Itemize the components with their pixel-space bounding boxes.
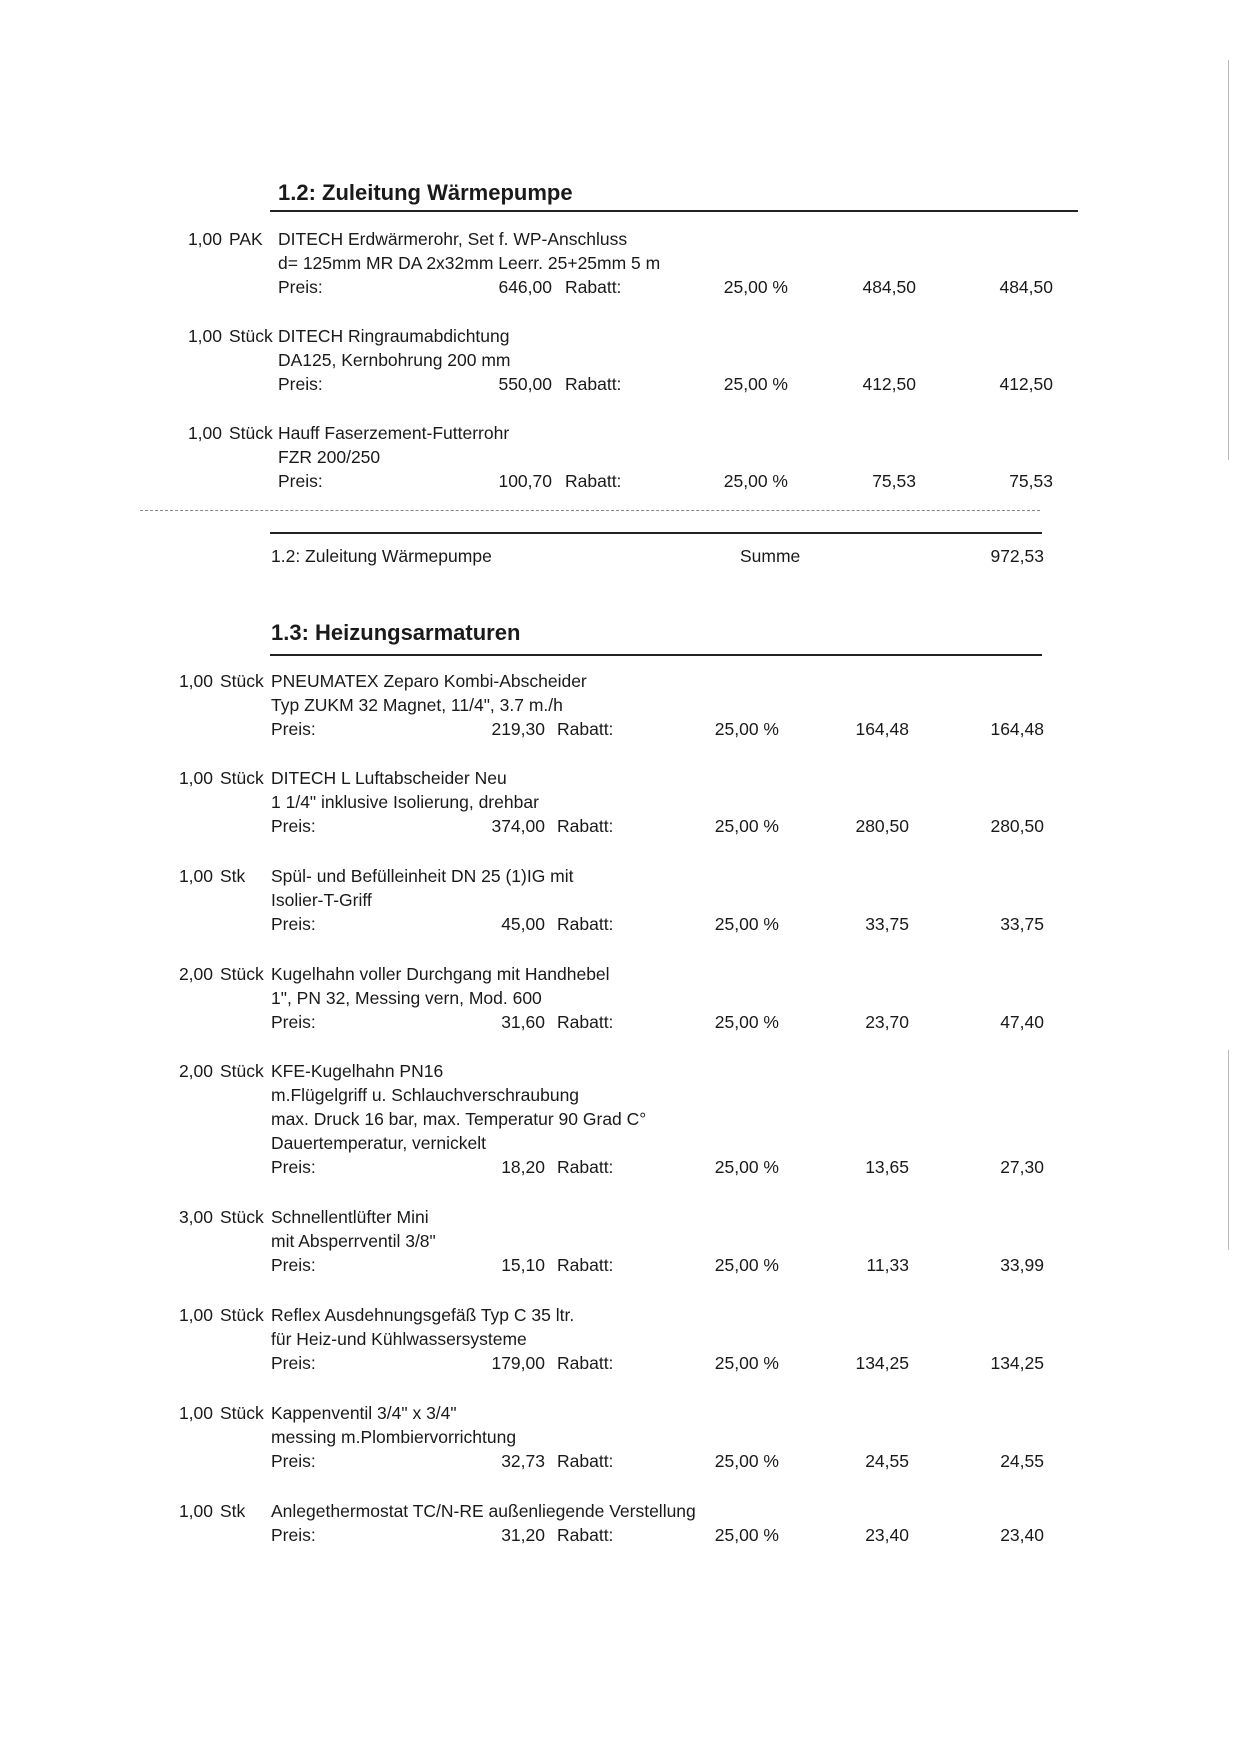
discount-percent: 25,00 %	[714, 914, 779, 934]
item-quantity: 1,00	[178, 1501, 213, 1521]
item-quantity: 1,00	[178, 866, 213, 886]
item-unit: Stück	[220, 1305, 264, 1325]
discount-label: Rabatt:	[557, 719, 614, 739]
item-unit: Stk	[220, 866, 246, 886]
net-price: 33,75	[865, 914, 909, 934]
line-total: 33,99	[1000, 1255, 1044, 1275]
discount-percent: 25,00 %	[723, 277, 788, 297]
net-price: 23,40	[865, 1525, 909, 1545]
item-quantity: 1,00	[187, 423, 222, 443]
item-description-line: DITECH Erdwärmerohr, Set f. WP-Anschluss	[278, 229, 628, 249]
discount-percent: 25,00 %	[714, 1012, 779, 1032]
net-price: 412,50	[862, 374, 916, 394]
price-label: Preis:	[271, 1012, 316, 1032]
item-description-line: mit Absperrventil 3/8"	[271, 1231, 436, 1251]
discount-label: Rabatt:	[557, 816, 614, 836]
item-unit: Stück	[229, 326, 273, 346]
line-total: 27,30	[1000, 1157, 1044, 1177]
item-description-line: 1 1/4" inklusive Isolierung, drehbar	[271, 792, 539, 812]
line-total: 164,48	[990, 719, 1044, 739]
item-quantity: 3,00	[178, 1207, 213, 1227]
item-description-line: max. Druck 16 bar, max. Temperatur 90 Grad C°	[271, 1109, 647, 1129]
line-total: 75,53	[1009, 471, 1053, 491]
item-description-line: messing m.Plombiervorrichtung	[271, 1427, 517, 1447]
line-total: 134,25	[990, 1353, 1044, 1373]
discount-percent: 25,00 %	[723, 471, 788, 491]
item-description-line: 1", PN 32, Messing vern, Mod. 600	[271, 988, 542, 1008]
item-description-line: Kugelhahn voller Durchgang mit Handhebel	[271, 964, 610, 984]
section-rule	[270, 210, 1078, 212]
item-description-line: Spül- und Befülleinheit DN 25 (1)IG mit	[271, 866, 574, 886]
line-total: 412,50	[999, 374, 1053, 394]
unit-price: 18,20	[501, 1157, 545, 1177]
item-quantity: 2,00	[178, 1061, 213, 1081]
price-label: Preis:	[278, 374, 323, 394]
item-unit: PAK	[229, 229, 263, 249]
item-quantity: 1,00	[178, 671, 213, 691]
item-description-line: Isolier-T-Griff	[271, 890, 372, 910]
section-rule	[270, 654, 1042, 656]
unit-price: 219,30	[491, 719, 545, 739]
item-unit: Stück	[220, 964, 264, 984]
discount-label: Rabatt:	[557, 914, 614, 934]
scan-edge-mark	[1228, 1050, 1229, 1250]
discount-label: Rabatt:	[565, 374, 622, 394]
unit-price: 179,00	[491, 1353, 545, 1373]
price-label: Preis:	[278, 471, 323, 491]
subtotal-sum: 972,53	[990, 546, 1044, 566]
discount-label: Rabatt:	[557, 1012, 614, 1032]
item-description-line: m.Flügelgriff u. Schlauchverschraubung	[271, 1085, 580, 1105]
unit-price: 374,00	[491, 816, 545, 836]
discount-label: Rabatt:	[565, 277, 622, 297]
discount-percent: 25,00 %	[714, 816, 779, 836]
net-price: 24,55	[865, 1451, 909, 1471]
discount-percent: 25,00 %	[723, 374, 788, 394]
item-unit: Stück	[220, 768, 264, 788]
subtotal-dotted-rule	[140, 510, 1040, 511]
line-total: 280,50	[990, 816, 1044, 836]
net-price: 23,70	[865, 1012, 909, 1032]
discount-percent: 25,00 %	[714, 719, 779, 739]
price-label: Preis:	[278, 277, 323, 297]
item-unit: Stück	[220, 1061, 264, 1081]
item-unit: Stück	[220, 1207, 264, 1227]
section-title: 1.2: Zuleitung Wärmepumpe	[278, 180, 573, 205]
item-quantity: 2,00	[178, 964, 213, 984]
item-description-line: PNEUMATEX Zeparo Kombi-Abscheider	[271, 671, 587, 691]
discount-label: Rabatt:	[565, 471, 622, 491]
item-description-line: Typ ZUKM 32 Magnet, 11/4", 3.7 m./h	[271, 695, 563, 715]
line-total: 47,40	[1000, 1012, 1044, 1032]
price-label: Preis:	[271, 1157, 316, 1177]
discount-label: Rabatt:	[557, 1525, 614, 1545]
discount-percent: 25,00 %	[714, 1353, 779, 1373]
line-total: 24,55	[1000, 1451, 1044, 1471]
line-total: 33,75	[1000, 914, 1044, 934]
discount-percent: 25,00 %	[714, 1525, 779, 1545]
item-description-line: für Heiz-und Kühlwassersysteme	[271, 1329, 527, 1349]
price-label: Preis:	[271, 1525, 316, 1545]
price-label: Preis:	[271, 719, 316, 739]
unit-price: 550,00	[498, 374, 552, 394]
item-description-line: Hauff Faserzement-Futterrohr	[278, 423, 510, 443]
unit-price: 100,70	[498, 471, 552, 491]
price-label: Preis:	[271, 1255, 316, 1275]
net-price: 484,50	[862, 277, 916, 297]
item-description-line: Kappenventil 3/4" x 3/4"	[271, 1403, 457, 1423]
line-total: 484,50	[999, 277, 1053, 297]
item-description-line: DA125, Kernbohrung 200 mm	[278, 350, 511, 370]
item-description-line: Anlegethermostat TC/N-RE außenliegende Verstellung	[271, 1501, 696, 1521]
discount-percent: 25,00 %	[714, 1157, 779, 1177]
discount-percent: 25,00 %	[714, 1255, 779, 1275]
item-unit: Stk	[220, 1501, 246, 1521]
net-price: 134,25	[855, 1353, 909, 1373]
net-price: 164,48	[855, 719, 909, 739]
item-quantity: 1,00	[187, 229, 222, 249]
item-unit: Stück	[220, 671, 264, 691]
scan-edge-mark	[1228, 60, 1229, 460]
item-description-line: Schnellentlüfter Mini	[271, 1207, 429, 1227]
line-total: 23,40	[1000, 1525, 1044, 1545]
item-description-line: FZR 200/250	[278, 447, 381, 467]
price-label: Preis:	[271, 1451, 316, 1471]
net-price: 75,53	[872, 471, 916, 491]
unit-price: 45,00	[501, 914, 545, 934]
net-price: 280,50	[855, 816, 909, 836]
unit-price: 32,73	[501, 1451, 545, 1471]
item-description-line: d= 125mm MR DA 2x32mm Leerr. 25+25mm 5 m	[278, 253, 661, 273]
subtotal-rule	[270, 532, 1042, 534]
item-quantity: 1,00	[178, 768, 213, 788]
item-description-line: Dauertemperatur, vernickelt	[271, 1133, 486, 1153]
item-quantity: 1,00	[178, 1305, 213, 1325]
discount-percent: 25,00 %	[714, 1451, 779, 1471]
net-price: 13,65	[865, 1157, 909, 1177]
price-label: Preis:	[271, 1353, 316, 1373]
item-description-line: KFE-Kugelhahn PN16	[271, 1061, 444, 1081]
sum-label: Summe	[740, 546, 801, 566]
section-title: 1.3: Heizungsarmaturen	[271, 620, 521, 645]
discount-label: Rabatt:	[557, 1451, 614, 1471]
item-description-line: Reflex Ausdehnungsgefäß Typ C 35 ltr.	[271, 1305, 575, 1325]
subtotal-label: 1.2: Zuleitung Wärmepumpe	[271, 546, 492, 566]
item-description-line: DITECH L Luftabscheider Neu	[271, 768, 507, 788]
unit-price: 31,20	[501, 1525, 545, 1545]
net-price: 11,33	[866, 1255, 909, 1275]
discount-label: Rabatt:	[557, 1353, 614, 1373]
item-description-line: DITECH Ringraumabdichtung	[278, 326, 510, 346]
unit-price: 31,60	[501, 1012, 545, 1032]
item-quantity: 1,00	[178, 1403, 213, 1423]
discount-label: Rabatt:	[557, 1157, 614, 1177]
discount-label: Rabatt:	[557, 1255, 614, 1275]
unit-price: 646,00	[498, 277, 552, 297]
item-unit: Stück	[229, 423, 273, 443]
item-quantity: 1,00	[187, 326, 222, 346]
item-unit: Stück	[220, 1403, 264, 1423]
price-label: Preis:	[271, 816, 316, 836]
price-label: Preis:	[271, 914, 316, 934]
unit-price: 15,10	[501, 1255, 545, 1275]
